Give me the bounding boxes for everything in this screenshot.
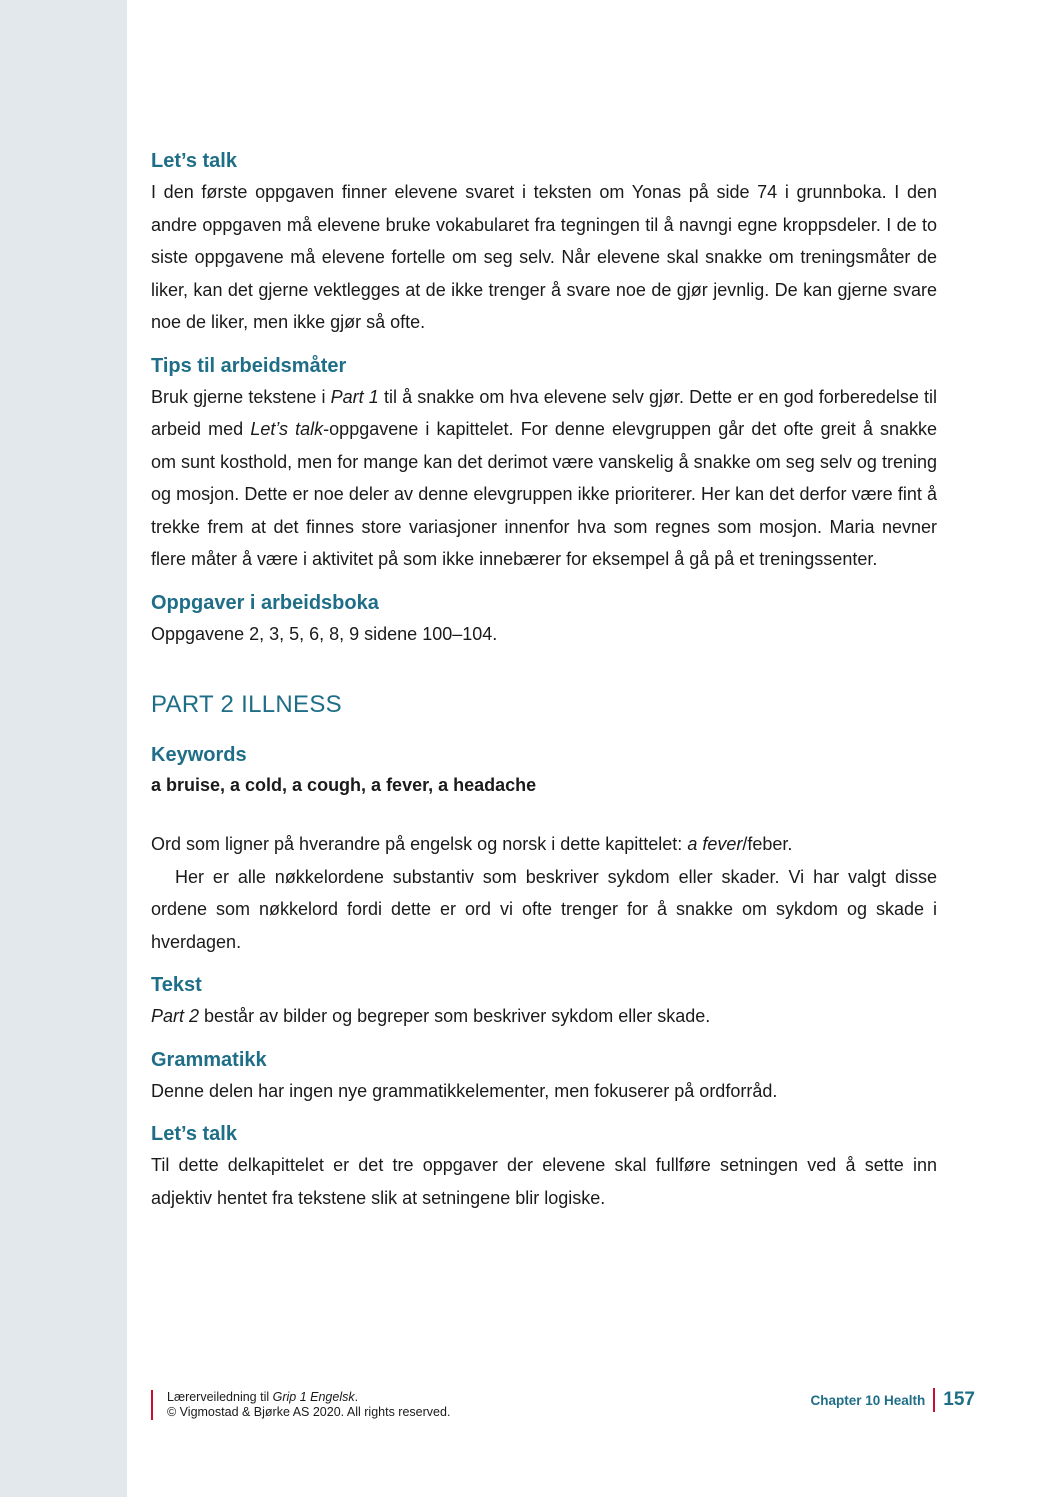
text-run: til å snakke om hva elevene selv gjør. Dette er en god forberedelse til arbeid med xyxy=(151,386,937,439)
text-run: Lærerveiledning til xyxy=(167,1390,273,1404)
chapter-label: Chapter 10 Health xyxy=(810,1392,926,1408)
paragraph-lets-talk-1: I den første oppgaven finner elevene svaret i teksten om Yonas på side 74 i grunnboka. I den andre oppgaven må elevene bruke vokabularet fra tegningen til å navngi egne kroppsdeler. I de to siste oppgavene må elevene fortelle om seg selv. Når elevene skal snakke om treningsmåter de liker, kan det gjerne vektlegges at de ikke trenger å svare noe de gjør jevnlig. De kan gjerne svare noe de liker, men ikke gjør så ofte. xyxy=(151,182,937,332)
paragraph-keywords-2: Her er alle nøkkelordene substantiv som beskriver sykdom eller skader. Vi har valgt disse ordene som nøkkelord fordi dette er ord vi ofte trenger for å snakke om sykdom og skade i hverdagen. xyxy=(151,866,937,952)
italic-run: Grip 1 Engelsk xyxy=(272,1390,355,1404)
heading-keywords: Keywords xyxy=(151,744,247,766)
text-run: består av bilder og begreper som beskriver sykdom eller skade. xyxy=(199,1006,711,1026)
paragraph-tekst xyxy=(151,1000,937,1033)
paragraph-keywords-1 xyxy=(151,828,937,861)
text-run: . xyxy=(354,1390,359,1404)
text-run: /feber. xyxy=(742,834,793,854)
footer-credits xyxy=(151,1390,450,1420)
keywords-list: a bruise, a cold, a cough, a fever, a headache xyxy=(151,775,537,795)
page-content xyxy=(151,146,937,1214)
italic-run: a fever xyxy=(687,834,743,854)
heading-tips: Tips til arbeidsmåter xyxy=(151,354,347,377)
paragraph-grammatikk: Denne delen har ingen nye grammatikkelementer, men fokuserer på ordforråd. xyxy=(151,1080,778,1101)
heading-grammatikk: Grammatikk xyxy=(151,1048,267,1071)
paragraph-oppgaver: Oppgavene 2, 3, 5, 6, 8, 9 sidene 100–104. xyxy=(151,623,498,644)
heading-oppgaver: Oppgaver i arbeidsboka xyxy=(151,591,379,614)
part-title: PART 2 ILLNESS xyxy=(151,691,342,718)
italic-run: Part 2 xyxy=(151,1006,200,1026)
page-separator xyxy=(933,1388,935,1412)
text-run: Bruk gjerne tekstene i xyxy=(151,386,331,407)
paragraph-lets-talk-2: Til dette delkapittelet er det tre oppgaver der elevene skal fullføre setningen ved å sette inn adjektiv hentet fra tekstene slik at setningene blir logiske. xyxy=(151,1155,937,1208)
heading-lets-talk-1: Let’s talk xyxy=(151,150,237,172)
side-band xyxy=(0,0,127,1497)
footer-line-1 xyxy=(167,1390,450,1405)
footer-page-info xyxy=(811,1388,976,1412)
paragraph-tips xyxy=(151,381,937,576)
heading-tekst: Tekst xyxy=(151,974,202,996)
heading-lets-talk-2: Let’s talk xyxy=(151,1123,237,1145)
page-number: 157 xyxy=(943,1389,975,1410)
text-run: -oppgavene i kapittelet. For denne elevgruppen går det ofte greit å snakke om sunt kosthold, men for mange kan det derimot være vanskelig å snakke om seg selv og trening og mosjon. Dette er noe deler av denne elevgruppen ikke prioriterer. Her kan det derfor være fint å trekke frem at det finnes store variasjoner innenfor hva som regnes som mosjon. Maria nevner flere måter å være i aktivitet på som ikke innebærer for eksempel å gå på et treningssenter. xyxy=(151,419,937,569)
italic-run: Part 1 xyxy=(330,386,379,407)
footer-line-2: © Vigmostad & Bjørke AS 2020. All rights reserved. xyxy=(167,1405,451,1419)
text-run: Ord som ligner på hverandre på engelsk og norsk i dette kapittelet: xyxy=(151,834,688,854)
italic-run: Let’s talk xyxy=(250,419,324,439)
